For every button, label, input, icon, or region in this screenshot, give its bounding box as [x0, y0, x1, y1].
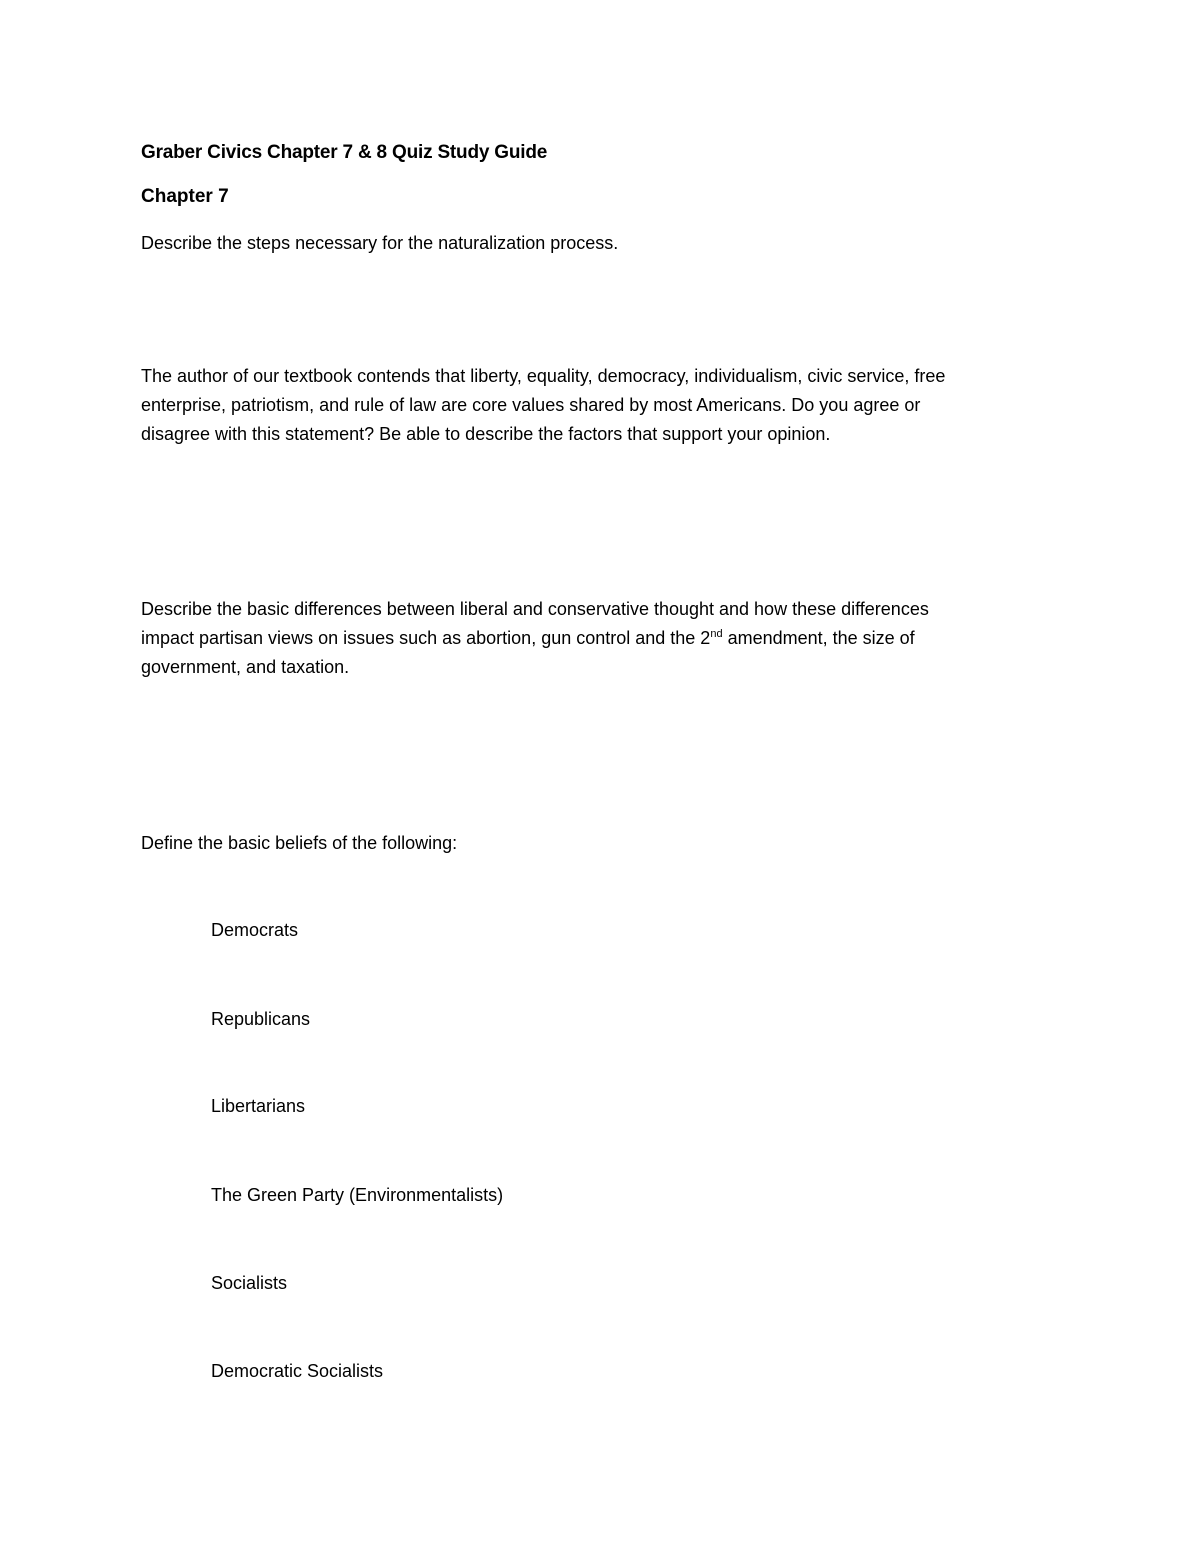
ordinal-suffix: nd	[710, 628, 723, 640]
question-define-beliefs	[141, 829, 1061, 858]
party-item-socialists: Socialists	[211, 1273, 288, 1293]
question-liberal-conservative	[141, 595, 1061, 682]
document-title: Graber Civics Chapter 7 & 8 Quiz Study Guide	[141, 142, 548, 163]
question-line: Describe the basic differences between liberal and conservative thought and how these differences	[141, 599, 929, 619]
party-item-democrats: Democrats	[211, 920, 299, 940]
question-core-values	[141, 362, 1061, 449]
question-line: disagree with this statement? Be able to describe the factors that support your opinion.	[141, 424, 831, 444]
party-item-libertarians: Libertarians	[211, 1096, 306, 1116]
question-line: enterprise, patriotism, and rule of law are core values shared by most Americans. Do you agree or	[141, 395, 921, 415]
question-line: Describe the steps necessary for the naturalization process.	[141, 233, 619, 253]
question-line: Define the basic beliefs of the following:	[141, 833, 458, 853]
question-line-text: amendment, the size of	[722, 628, 915, 648]
question-line: government, and taxation.	[141, 657, 350, 677]
party-item-republicans: Republicans	[211, 1009, 311, 1029]
party-item-green-party: The Green Party (Environmentalists)	[211, 1185, 504, 1205]
question-line-text: impact partisan views on issues such as abortion, gun control and the 2	[141, 628, 711, 648]
question-line	[141, 624, 1061, 653]
party-item-democratic-socialists: Democratic Socialists	[211, 1361, 384, 1381]
chapter-heading: Chapter 7	[141, 186, 229, 207]
question-naturalization	[141, 229, 1061, 258]
question-line: The author of our textbook contends that liberty, equality, democracy, individualism, civic service, free	[141, 366, 946, 386]
